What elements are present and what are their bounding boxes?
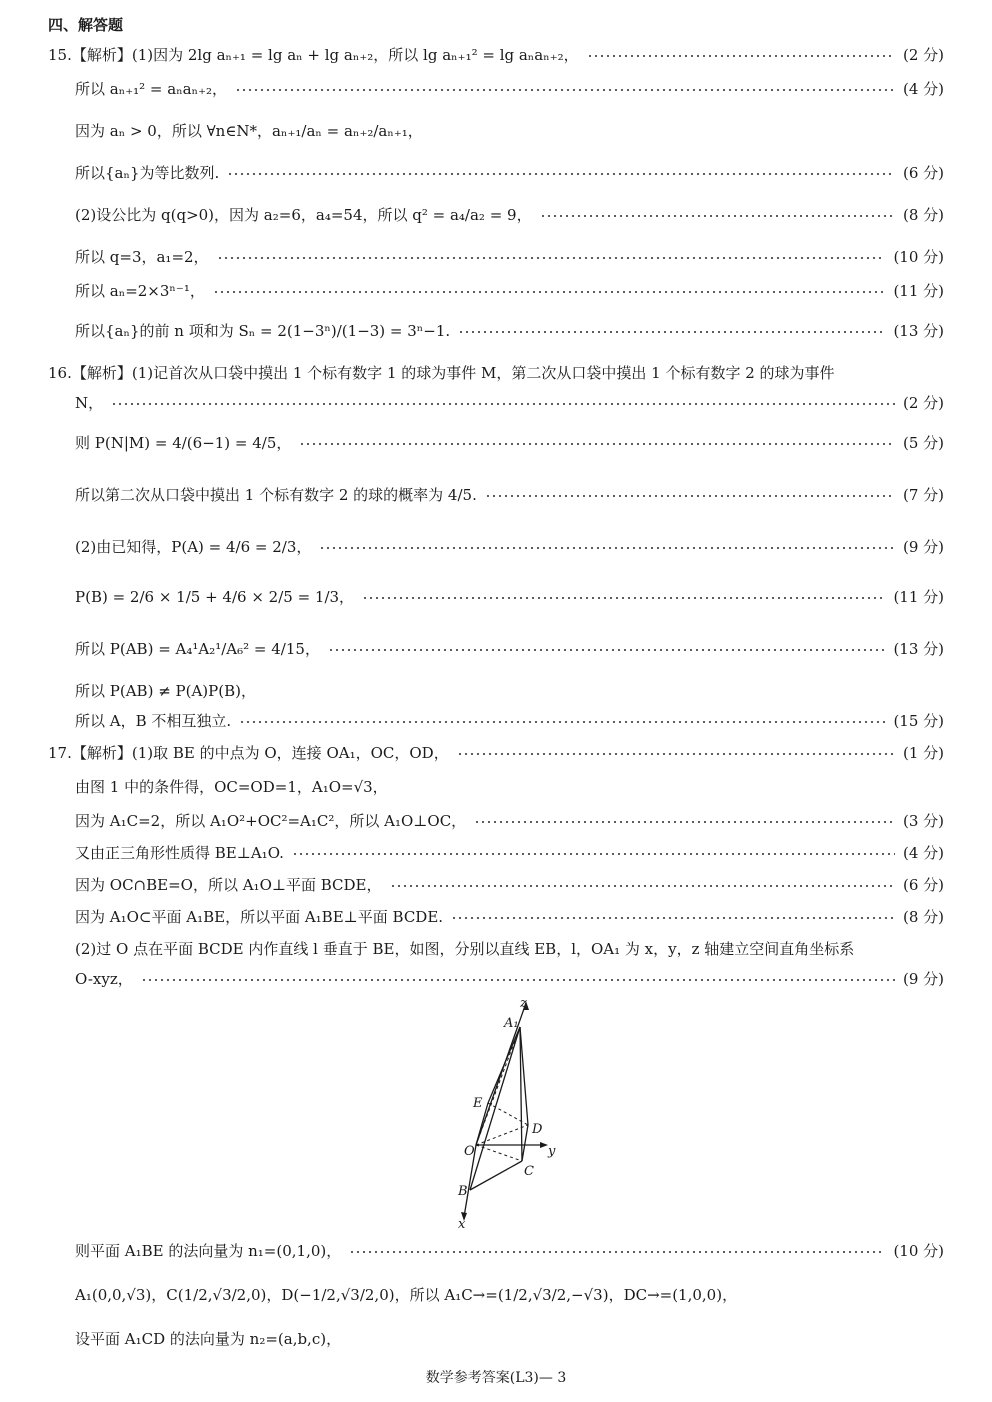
leader-dots — [485, 495, 895, 497]
line-text: 因为 A₁O⊂平面 A₁BE，所以平面 A₁BE⊥平面 BCDE. — [75, 908, 444, 926]
score-label: (8 分) — [902, 908, 944, 926]
solution-line — [0, 320, 992, 342]
score-label: (10 分) — [893, 248, 944, 266]
line-text: 所以第二次从口袋中摸出 1 个标有数字 2 的球的概率为 4/5. — [75, 486, 477, 504]
solution-line — [0, 536, 992, 558]
line-text: (2)由已知得，P(A) = 4/6 = 2/3， — [75, 538, 312, 556]
label-b: B — [458, 1184, 468, 1199]
label-x: x — [458, 1217, 466, 1230]
line-text: 又由正三角形性质得 BE⊥A₁O. — [75, 844, 284, 862]
score-label: (9 分) — [902, 538, 944, 556]
line-text: 所以 aₙ=2×3ⁿ⁻¹， — [75, 282, 205, 300]
solution-line — [0, 204, 992, 226]
section-title: 四、解答题 — [48, 16, 124, 34]
line-text: N， — [75, 394, 104, 412]
line-text: 所以 P(AB) = A₄¹A₂¹/A₆² = 4/15， — [75, 640, 320, 658]
line-text: 15.【解析】(1)因为 2lg aₙ₊₁ = lg aₙ + lg aₙ₊₂，所以 lg aₙ₊₁² = lg aₙaₙ₊₂， — [48, 46, 579, 64]
score-label: (4 分) — [902, 844, 944, 862]
line-text: 17.【解析】(1)取 BE 的中点为 O，连接 OA₁，OC，OD， — [48, 744, 449, 762]
line-text: 所以{aₙ}为等比数列. — [75, 164, 220, 182]
line-text: O-xyz， — [75, 970, 133, 988]
solution-line — [0, 484, 992, 506]
3d-coordinate-figure — [440, 995, 570, 1230]
dashed-o-c — [476, 1145, 522, 1161]
score-label: (1 分) — [902, 744, 944, 762]
solution-line — [0, 842, 992, 864]
leader-dots — [141, 979, 895, 981]
label-y: y — [548, 1144, 556, 1159]
solution-line — [0, 280, 992, 302]
score-label: (2 分) — [902, 46, 944, 64]
line-text: 所以{aₙ}的前 n 项和为 Sₙ = 2(1−3ⁿ)/(1−3) = 3ⁿ−1. — [75, 322, 451, 340]
dashed-o-a1 — [476, 1027, 520, 1145]
line-text: A₁(0,0,√3)，C(1/2,√3/2,0)，D(−1/2,√3/2,0)，所以 A₁C→=(1/2,√3/2,−√3)，DC→=(1,0,0)， — [75, 1286, 738, 1304]
page-footer: 数学参考答案(L3)— 3 — [425, 1370, 567, 1386]
solution-line — [0, 120, 992, 142]
line-text: 因为 aₙ > 0，所以 ∀n∈N*，aₙ₊₁/aₙ = aₙ₊₂/aₙ₊₁， — [75, 122, 423, 140]
score-label: (2 分) — [902, 394, 944, 412]
solution-line — [0, 906, 992, 928]
leader-dots — [349, 1251, 885, 1253]
score-label: (6 分) — [902, 876, 944, 894]
solution-line — [0, 78, 992, 100]
dashed-e-d — [488, 1103, 528, 1125]
label-e: E — [473, 1096, 483, 1111]
line-text: 则平面 A₁BE 的法向量为 n₁=(0,1,0)， — [75, 1242, 342, 1260]
leader-dots — [213, 291, 885, 293]
solution-line — [0, 432, 992, 454]
solution-line — [0, 810, 992, 832]
label-a1: A₁ — [504, 1016, 519, 1031]
line-text: 因为 A₁C=2，所以 A₁O²+OC²=A₁C²，所以 A₁O⊥OC， — [75, 812, 467, 830]
solution-line — [0, 968, 992, 990]
solution-line — [0, 874, 992, 896]
leader-dots — [319, 547, 895, 549]
score-label: (5 分) — [902, 434, 944, 452]
score-label: (3 分) — [902, 812, 944, 830]
leader-dots — [390, 885, 895, 887]
line-text: 因为 OC∩BE=O，所以 A₁O⊥平面 BCDE， — [75, 876, 382, 894]
solution-line — [0, 162, 992, 184]
leader-dots — [227, 173, 895, 175]
leader-dots — [111, 403, 895, 405]
solution-line — [0, 44, 992, 66]
leader-dots — [451, 917, 895, 919]
line-text: 所以 q=3，a₁=2， — [75, 248, 209, 266]
solution-line — [0, 362, 992, 384]
leader-dots — [540, 215, 895, 217]
solution-line — [0, 1284, 992, 1306]
score-label: (15 分) — [893, 712, 944, 730]
leader-dots — [474, 821, 895, 823]
score-label: (9 分) — [902, 970, 944, 988]
score-label: (4 分) — [902, 80, 944, 98]
line-text: 所以 P(AB) ≠ P(A)P(B)， — [75, 682, 256, 700]
line-text: 由图 1 中的条件得，OC=OD=1，A₁O=√3， — [75, 778, 388, 796]
leader-dots — [235, 89, 895, 91]
score-label: (10 分) — [893, 1242, 944, 1260]
solution-line — [0, 776, 992, 798]
score-label: (13 分) — [893, 322, 944, 340]
solution-line — [0, 1328, 992, 1350]
score-label: (7 分) — [902, 486, 944, 504]
score-label: (6 分) — [902, 164, 944, 182]
leader-dots — [587, 55, 895, 57]
line-text: P(B) = 2/6 × 1/5 + 4/6 × 2/5 = 1/3， — [75, 588, 355, 606]
y-arrow — [540, 1142, 548, 1148]
solution-line — [0, 586, 992, 608]
line-text: (2)设公比为 q(q>0)，因为 a₂=6，a₄=54，所以 q² = a₄/a₂ = 9， — [75, 206, 532, 224]
leader-dots — [362, 597, 885, 599]
solution-line — [0, 246, 992, 268]
edge-a1-e — [488, 1027, 520, 1103]
leader-dots — [292, 853, 895, 855]
leader-dots — [457, 753, 895, 755]
line-text: 16.【解析】(1)记首次从口袋中摸出 1 个标有数字 1 的球为事件 M，第二次从口袋中摸出 1 个标有数字 2 的球为事件 — [48, 364, 835, 382]
solution-line — [0, 742, 992, 764]
solution-line — [0, 638, 992, 660]
solution-line — [0, 392, 992, 414]
leader-dots — [239, 721, 885, 723]
leader-dots — [458, 331, 885, 333]
solution-line — [0, 680, 992, 702]
score-label: (11 分) — [893, 282, 944, 300]
score-label: (13 分) — [893, 640, 944, 658]
label-o: O — [464, 1144, 475, 1159]
line-text: (2)过 O 点在平面 BCDE 内作直线 l 垂直于 BE，如图，分别以直线 EB，l，OA₁ 为 x，y，z 轴建立空间直角坐标系 — [75, 940, 855, 958]
leader-dots — [299, 443, 895, 445]
solution-line — [0, 938, 992, 960]
leader-dots — [217, 257, 885, 259]
line-text: 设平面 A₁CD 的法向量为 n₂=(a,b,c)， — [75, 1330, 342, 1348]
leader-dots — [328, 649, 885, 651]
label-z: z — [520, 996, 527, 1011]
score-label: (8 分) — [902, 206, 944, 224]
score-label: (11 分) — [893, 588, 944, 606]
line-text: 所以 A，B 不相互独立. — [75, 712, 232, 730]
solution-line — [0, 710, 992, 732]
label-d: D — [532, 1122, 543, 1137]
line-text: 所以 aₙ₊₁² = aₙaₙ₊₂， — [75, 80, 228, 98]
edge-c-d — [522, 1125, 528, 1161]
dashed-o-d — [476, 1125, 528, 1145]
label-c: C — [524, 1164, 534, 1179]
solution-line — [0, 1240, 992, 1262]
line-text: 则 P(N|M) = 4/(6−1) = 4/5， — [75, 434, 292, 452]
